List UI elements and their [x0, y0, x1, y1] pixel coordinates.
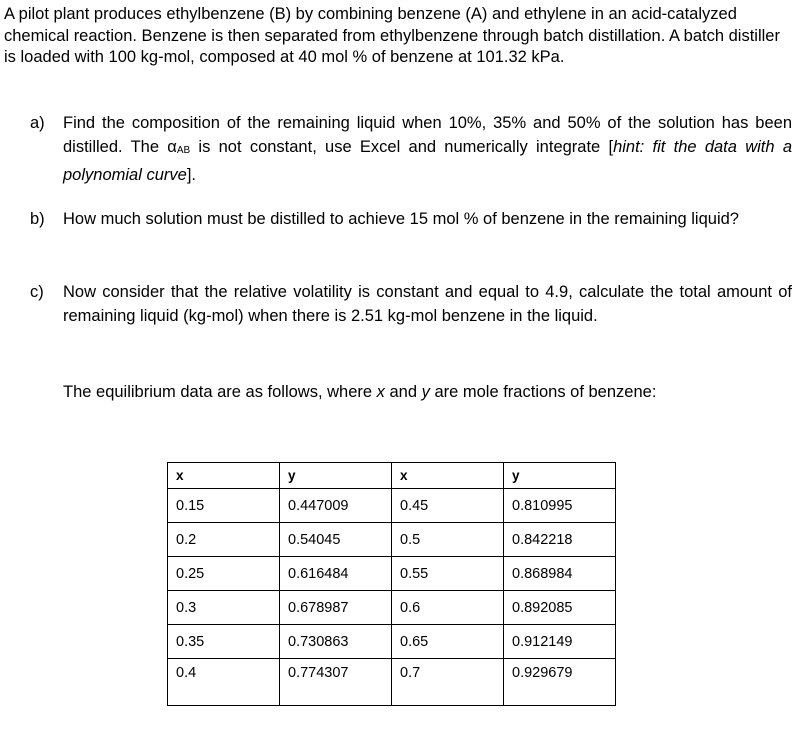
equilibrium-intro-start: The equilibrium data are as follows, where [63, 383, 377, 401]
question-b-label: b) [30, 210, 45, 228]
table-cell: 0.5 [392, 523, 504, 557]
alpha-subscript: AB [176, 145, 191, 156]
table-cell: 0.912149 [504, 625, 616, 659]
equilibrium-intro-and: and [384, 383, 422, 401]
table-cell: 0.55 [392, 557, 504, 591]
table-row [168, 557, 616, 591]
equilibrium-y-var: y [421, 383, 430, 401]
equilibrium-x-var: x [376, 383, 385, 401]
table-cell: 0.678987 [280, 591, 392, 625]
table-row [168, 591, 616, 625]
table-header-y1: y [280, 463, 392, 489]
table-row [168, 489, 616, 523]
table-cell: 0.25 [168, 557, 280, 591]
problem-intro: A pilot plant produces ethylbenzene (B) by combining benzene (A) and ethylene in an acid-catalyzed chemical reaction. Benzene is then separated from ethylbenzene through batch distillation. A batch distiller is loaded with 100 kg-mol, composed at 40 mol % of benzene at 101.32 kPa. [4, 5, 780, 66]
table-cell: 0.35 [168, 625, 280, 659]
table-cell: 0.54045 [280, 523, 392, 557]
table-cell: 0.6 [392, 591, 504, 625]
table-header-y2: y [504, 463, 616, 489]
table-header-row [168, 463, 616, 489]
table-cell: 0.929679 [504, 659, 616, 706]
equilibrium-intro [63, 380, 783, 404]
question-a-text [63, 111, 792, 187]
table-cell: 0.15 [168, 489, 280, 523]
table-cell: 0.65 [392, 625, 504, 659]
table-header-x2: x [392, 463, 504, 489]
table-cell: 0.868984 [504, 557, 616, 591]
table-cell: 0.3 [168, 591, 280, 625]
question-a-label: a) [30, 114, 45, 132]
table-cell: 0.730863 [280, 625, 392, 659]
table-cell: 0.45 [392, 489, 504, 523]
question-a-text-start: Find the composition of the remaining liquid when 10%, 35% and 50% of the solution has been distilled. The [63, 114, 792, 156]
table-cell: 0.4 [168, 659, 280, 706]
equilibrium-table [167, 462, 616, 706]
table-cell: 0.810995 [504, 489, 616, 523]
question-a-text-middle: is not constant, use Excel and numerically integrate [ [190, 138, 614, 156]
table-header-x1: x [168, 463, 280, 489]
table-row [168, 659, 616, 706]
table-cell: 0.616484 [280, 557, 392, 591]
table-cell: 0.774307 [280, 659, 392, 706]
table-cell: 0.447009 [280, 489, 392, 523]
table-cell: 0.842218 [504, 523, 616, 557]
question-c [30, 280, 792, 328]
table-cell: 0.2 [168, 523, 280, 557]
question-a-hint: hint: fit the data with a polynomial curve [63, 138, 792, 184]
table-row [168, 625, 616, 659]
question-b-text: How much solution must be distilled to achieve 15 mol % of benzene in the remaining liquid? [63, 210, 739, 228]
question-b [30, 207, 792, 231]
table-cell: 0.892085 [504, 591, 616, 625]
table-cell: 0.7 [392, 659, 504, 706]
equilibrium-intro-end: are mole fractions of benzene: [429, 383, 657, 401]
alpha-symbol: $\alpha_{AB}$ [167, 138, 191, 156]
question-c-text: Now consider that the relative volatility is constant and equal to 4.9, calculate the total amount of remaining liquid (kg-mol) when there is 2.51 kg-mol benzene in the liquid. [63, 283, 792, 325]
question-c-label: c) [30, 283, 44, 301]
question-a [30, 111, 792, 187]
table-row [168, 523, 616, 557]
question-a-text-end: ]. [186, 166, 196, 184]
